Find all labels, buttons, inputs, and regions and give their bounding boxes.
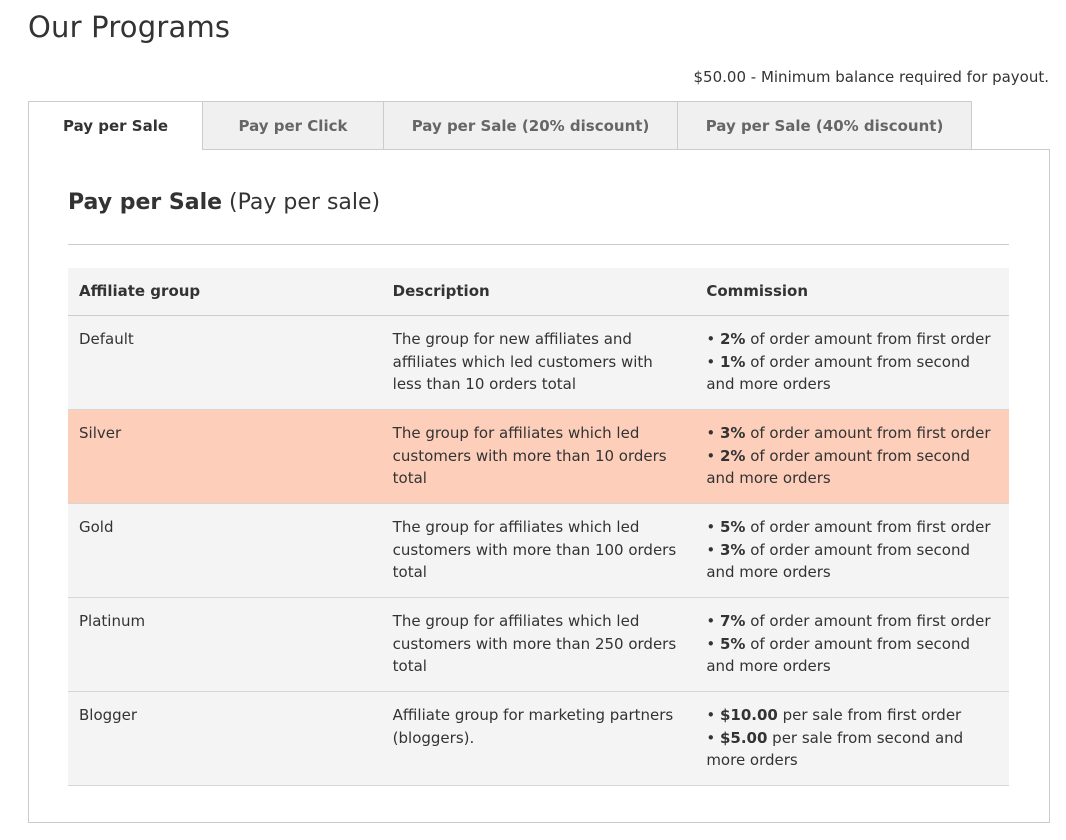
group-description: Affiliate group for marketing partners (bloggers). [382, 692, 696, 786]
bullet: • [706, 706, 716, 724]
tab-pay-per-sale-20-discount[interactable]: Pay per Sale (20% discount) [383, 101, 678, 150]
commission-text: of order amount from second and more orders [706, 634, 970, 675]
table-row [68, 692, 1009, 786]
bullet: • [706, 540, 716, 559]
bullet: • [706, 424, 716, 442]
commission-text: of order amount from second and more orders [706, 446, 970, 487]
group-description: The group for new affiliates and affiliates which led customers with less than 10 orders total [382, 316, 696, 410]
header-commission: Commission [695, 268, 1009, 316]
commission-text: per sale from second and more orders [706, 728, 964, 769]
bullet: • [706, 728, 716, 747]
commission-rule [706, 351, 998, 396]
commission-amount: $10.00 [719, 706, 778, 724]
group-name: Silver [68, 410, 382, 504]
group-commission [695, 692, 1009, 786]
bullet: • [706, 352, 716, 371]
bullet: • [706, 446, 716, 465]
commission-amount: 2% [719, 330, 746, 348]
group-commission [695, 316, 1009, 410]
commission-text: of order amount from first order [745, 424, 991, 442]
header-description: Description [382, 268, 696, 316]
group-name: Blogger [68, 692, 382, 786]
page-title: Our Programs [28, 10, 231, 44]
commission-amount: 2% [719, 446, 746, 465]
tab-pay-per-click[interactable]: Pay per Click [202, 101, 384, 150]
program-name: Pay per Sale [68, 190, 223, 215]
bullet: • [706, 612, 716, 630]
min-balance-note: $50.00 - Minimum balance required for payout. [693, 68, 1049, 86]
group-description: The group for affiliates which led customers with more than 100 orders total [382, 504, 696, 598]
commission-text: of order amount from first order [745, 518, 991, 536]
group-name: Platinum [68, 598, 382, 692]
commission-rule [706, 328, 998, 351]
bullet: • [706, 518, 716, 536]
commission-rule [706, 422, 998, 445]
program-tabs [28, 101, 971, 149]
group-description: The group for affiliates which led customers with more than 250 orders total [382, 598, 696, 692]
commission-amount: 5% [719, 518, 746, 536]
commission-amount: 3% [719, 540, 746, 559]
group-commission [695, 504, 1009, 598]
group-name: Gold [68, 504, 382, 598]
table-row [68, 504, 1009, 598]
commission-amount: $5.00 [719, 728, 768, 747]
commission-text: of order amount from second and more orders [706, 352, 970, 393]
table-header-row [68, 268, 1009, 316]
group-description: The group for affiliates which led customers with more than 10 orders total [382, 410, 696, 504]
group-name: Default [68, 316, 382, 410]
tab-pay-per-sale-40-discount[interactable]: Pay per Sale (40% discount) [677, 101, 972, 150]
program-panel [28, 149, 1050, 823]
commission-amount: 7% [719, 612, 746, 630]
commission-text: of order amount from first order [745, 330, 991, 348]
commission-rule [706, 727, 998, 772]
commission-rule [706, 516, 998, 539]
table-row [68, 598, 1009, 692]
commission-amount: 5% [719, 634, 746, 653]
commission-text: of order amount from second and more orders [706, 540, 970, 581]
bullet: • [706, 634, 716, 653]
heading-divider [68, 244, 1009, 245]
commission-text: of order amount from first order [745, 612, 991, 630]
group-commission [695, 410, 1009, 504]
commission-amount: 3% [719, 424, 746, 442]
commission-rule [706, 610, 998, 633]
program-heading [68, 190, 380, 215]
table-row [68, 316, 1009, 410]
group-commission [695, 598, 1009, 692]
commission-text: per sale from first order [777, 706, 962, 724]
table-row-highlighted [68, 410, 1009, 504]
bullet: • [706, 330, 716, 348]
commission-amount: 1% [719, 352, 746, 371]
commission-rule [706, 445, 998, 490]
program-subtitle: (Pay per sale) [229, 190, 381, 215]
commission-rule [706, 704, 998, 727]
tab-pay-per-sale[interactable]: Pay per Sale [28, 101, 203, 150]
commission-rule [706, 633, 998, 678]
affiliate-groups-table [68, 268, 1009, 786]
header-affiliate-group: Affiliate group [68, 268, 382, 316]
commission-rule [706, 539, 998, 584]
